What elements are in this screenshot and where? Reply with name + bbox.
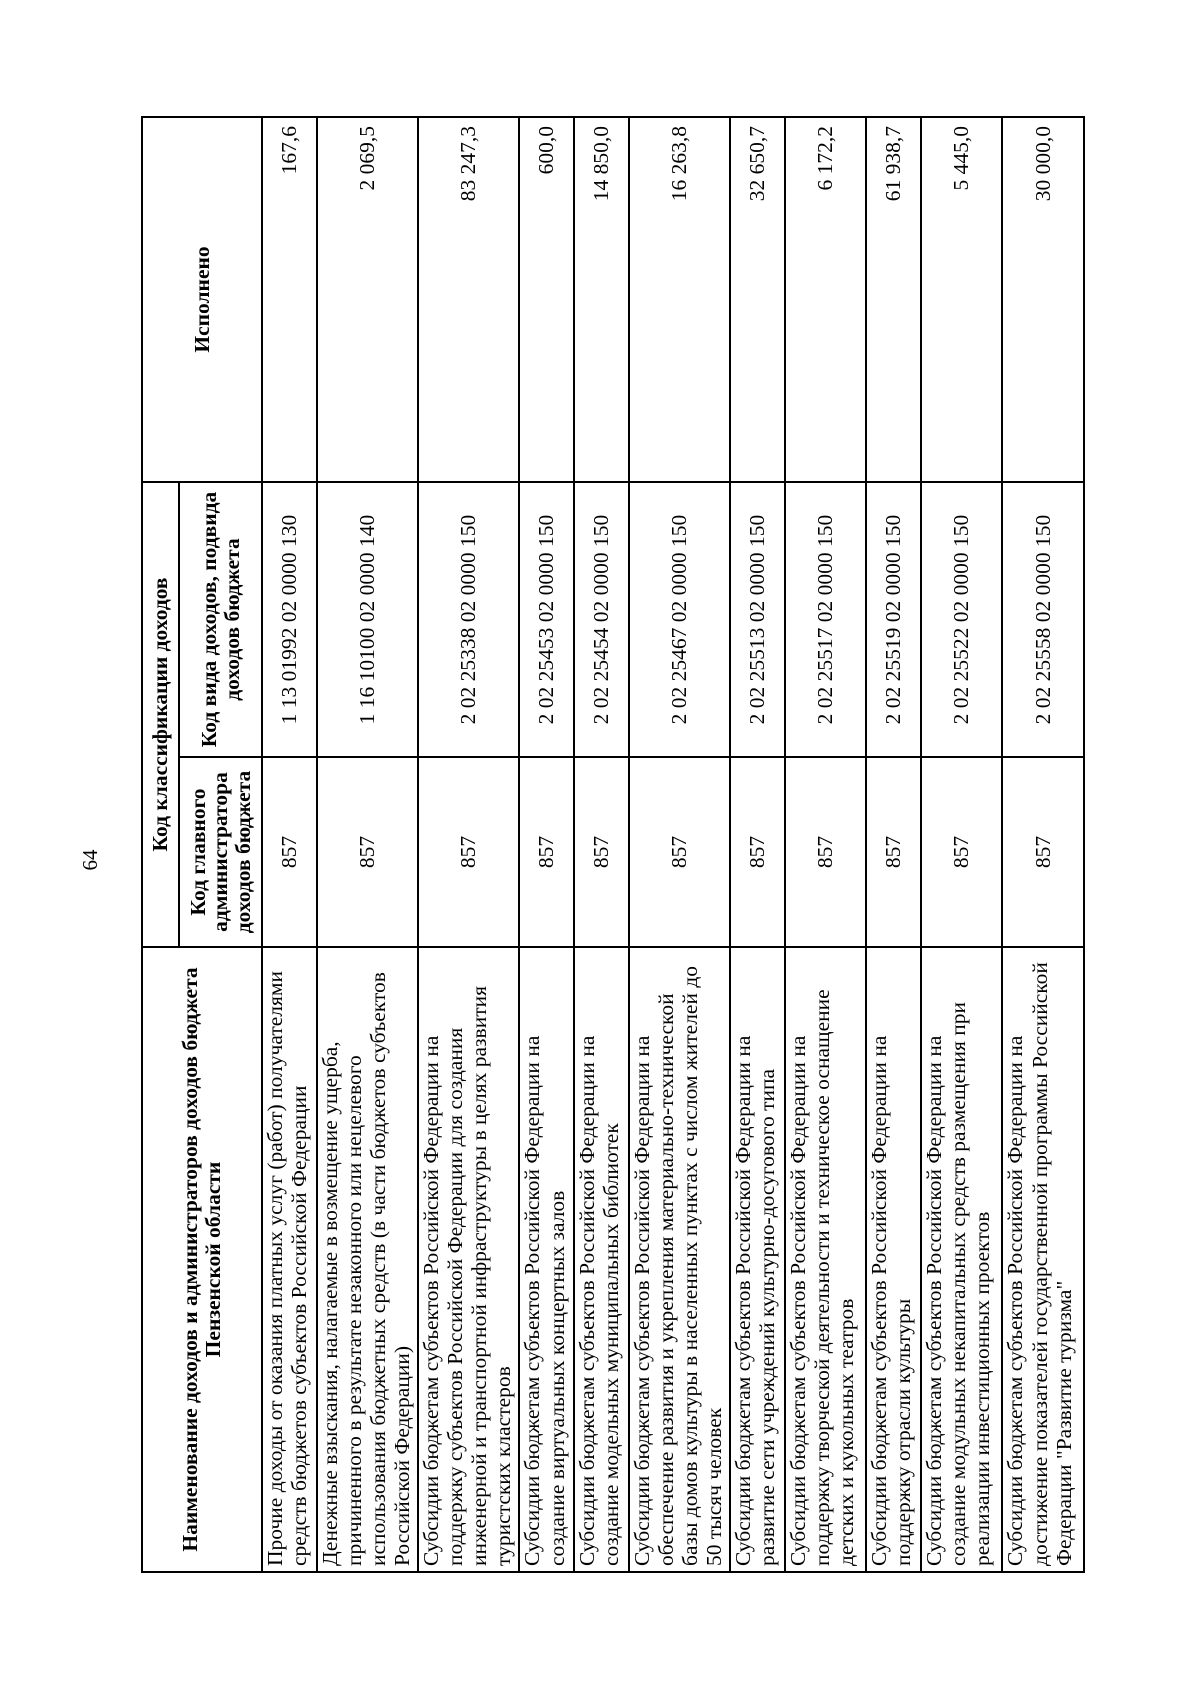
- row-executed-amount: 61 938,7: [866, 117, 921, 482]
- row-income-code: 2 02 25519 02 0000 150: [866, 482, 921, 757]
- row-income-code: 2 02 25467 02 0000 150: [629, 482, 730, 757]
- row-name: Прочие доходы от оказания платных услуг (работ) получателями средств бюджетов субъектов Российской Федерации: [262, 947, 317, 1572]
- row-admin-code: 857: [418, 757, 519, 947]
- table-row: [629, 117, 730, 1572]
- row-admin-code: 857: [317, 757, 418, 947]
- row-name: Субсидии бюджетам субъектов Российской Федерации на создание модульных некапитальных средств размещения при реализации инвестиционных проектов: [921, 947, 1002, 1572]
- table-row: [262, 117, 317, 1572]
- row-executed-amount: 83 247,3: [418, 117, 519, 482]
- row-income-code: 2 02 25558 02 0000 150: [1002, 482, 1084, 757]
- table-row: [785, 117, 866, 1572]
- table-row: [1002, 117, 1084, 1572]
- row-income-code: 1 13 01992 02 0000 130: [262, 482, 317, 757]
- table-row: [317, 117, 418, 1572]
- row-executed-amount: 5 445,0: [921, 117, 1002, 482]
- row-name: Субсидии бюджетам субъектов Российской Федерации на развитие сети учреждений культурно-досугового типа: [730, 947, 785, 1572]
- row-executed-amount: 16 263,8: [629, 117, 730, 482]
- row-executed-amount: 30 000,0: [1002, 117, 1084, 482]
- table-row: [418, 117, 519, 1572]
- row-executed-amount: 14 850,0: [574, 117, 629, 482]
- income-table: [141, 116, 1085, 1573]
- table-row: [730, 117, 785, 1572]
- header-classification: Код классификации доходов: [142, 482, 179, 947]
- row-admin-code: 857: [730, 757, 785, 947]
- row-admin-code: 857: [519, 757, 574, 947]
- row-income-code: 2 02 25522 02 0000 150: [921, 482, 1002, 757]
- table-body: [262, 117, 1084, 1572]
- row-income-code: 2 02 25338 02 0000 150: [418, 482, 519, 757]
- row-income-code: 2 02 25513 02 0000 150: [730, 482, 785, 757]
- table-row: [519, 117, 574, 1572]
- header-admin-code: Код главного администратора доходов бюджета: [179, 757, 262, 947]
- row-name: Субсидии бюджетам субъектов Российской Федерации на обеспечение развития и укрепления материально-технической базы домов культуры в населенных пунктах с числом жителей до 50 тысяч человек: [629, 947, 730, 1572]
- table-row: [921, 117, 1002, 1572]
- row-income-code: 1 16 10100 02 0000 140: [317, 482, 418, 757]
- row-admin-code: 857: [785, 757, 866, 947]
- row-name: Субсидии бюджетам субъектов Российской Федерации на поддержку субъектов Российской Федерации для создания инженерной и транспортной инфраструктуры в целях развития туристских кластеров: [418, 947, 519, 1572]
- row-executed-amount: 32 650,7: [730, 117, 785, 482]
- row-executed-amount: 600,0: [519, 117, 574, 482]
- header-name: Наименование доходов и администраторов доходов бюджета Пензенской области: [142, 947, 262, 1572]
- row-name: Субсидии бюджетам субъектов Российской Федерации на достижение показателей государственной программы Российской Федерации "Развитие туризма": [1002, 947, 1084, 1572]
- row-admin-code: 857: [262, 757, 317, 947]
- row-admin-code: 857: [1002, 757, 1084, 947]
- header-income-code: Код вида доходов, подвида доходов бюджета: [179, 482, 262, 757]
- row-name: Денежные взыскания, налагаемые в возмещение ущерба, причиненного в результате незаконного или нецелевого использования бюджетных средств (в части бюджетов субъектов Российской Федерации): [317, 947, 418, 1572]
- row-executed-amount: 2 069,5: [317, 117, 418, 482]
- row-name: Субсидии бюджетам субъектов Российской Федерации на создание модельных муниципальных библиотек: [574, 947, 629, 1572]
- table-row: [574, 117, 629, 1572]
- row-admin-code: 857: [629, 757, 730, 947]
- row-admin-code: 857: [574, 757, 629, 947]
- row-name: Субсидии бюджетам субъектов Российской Федерации на создание виртуальных концертных залов: [519, 947, 574, 1572]
- row-name: Субсидии бюджетам субъектов Российской Федерации на поддержку творческой деятельности и техническое оснащение детских и кукольных театров: [785, 947, 866, 1572]
- row-admin-code: 857: [921, 757, 1002, 947]
- row-admin-code: 857: [866, 757, 921, 947]
- row-executed-amount: 6 172,2: [785, 117, 866, 482]
- row-income-code: 2 02 25517 02 0000 150: [785, 482, 866, 757]
- row-name: Субсидии бюджетам субъектов Российской Федерации на поддержку отрасли культуры: [866, 947, 921, 1572]
- table-row: [866, 117, 921, 1572]
- row-income-code: 2 02 25453 02 0000 150: [519, 482, 574, 757]
- header-executed: Исполнено: [142, 117, 262, 482]
- row-executed-amount: 167,6: [262, 117, 317, 482]
- page-number: 64: [78, 849, 102, 871]
- row-income-code: 2 02 25454 02 0000 150: [574, 482, 629, 757]
